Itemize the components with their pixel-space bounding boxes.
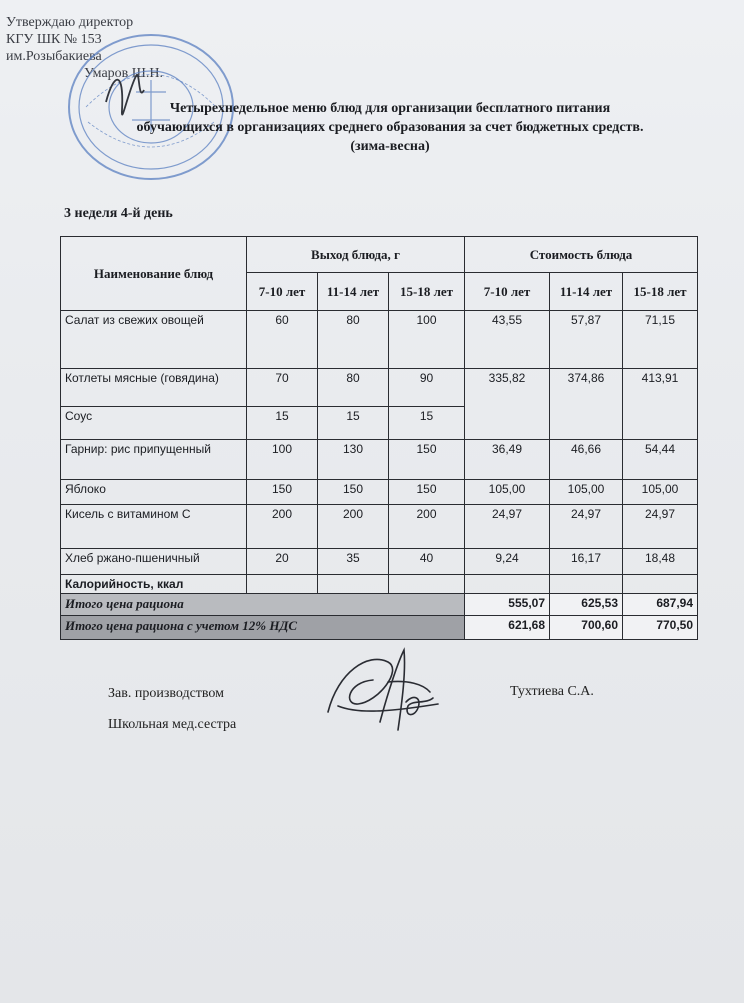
manager-title: Зав. производством xyxy=(108,686,225,701)
cost-7-10: 105,00 xyxy=(465,480,550,505)
age-output-11-14: 11-14 лет xyxy=(318,273,389,311)
output-7-10: 60 xyxy=(247,311,318,369)
calories-15-18 xyxy=(389,575,465,594)
output-11-14: 130 xyxy=(318,440,389,480)
cost-7-10: 9,24 xyxy=(465,549,550,575)
approval-line-2: КГУ ШК № 153 xyxy=(6,32,102,47)
age-cost-7-10: 7-10 лет xyxy=(465,273,550,311)
cost-15-18: 71,15 xyxy=(623,311,698,369)
calories-cost-15-18 xyxy=(623,575,698,594)
week-day-label: 3 неделя 4-й день xyxy=(64,206,173,221)
age-output-15-18: 15-18 лет xyxy=(389,273,465,311)
output-15-18: 200 xyxy=(389,505,465,549)
approval-line-1: Утверждаю директор xyxy=(6,15,134,30)
output-7-10: 200 xyxy=(247,505,318,549)
output-11-14: 80 xyxy=(318,369,389,407)
cost-7-10: 43,55 xyxy=(465,311,550,369)
output-7-10: 20 xyxy=(247,549,318,575)
table-row xyxy=(61,440,698,480)
cost-11-14: 24,97 xyxy=(550,505,623,549)
total-15-18: 687,94 xyxy=(623,594,698,616)
output-11-14: 35 xyxy=(318,549,389,575)
output-7-10: 70 xyxy=(247,369,318,407)
header-dish-name: Наименование блюд xyxy=(61,237,247,311)
age-cost-11-14: 11-14 лет xyxy=(550,273,623,311)
cost-15-18: 24,97 xyxy=(623,505,698,549)
output-7-10: 100 xyxy=(247,440,318,480)
cost-11-14: 105,00 xyxy=(550,480,623,505)
output-15-18: 150 xyxy=(389,480,465,505)
output-11-14: 15 xyxy=(318,407,389,440)
cost-15-18: 105,00 xyxy=(623,480,698,505)
output-15-18: 15 xyxy=(389,407,465,440)
table-row xyxy=(61,311,698,369)
cost-15-18: 413,91 xyxy=(623,369,698,440)
calories-label: Калорийность, ккал xyxy=(61,575,247,594)
output-15-18: 100 xyxy=(389,311,465,369)
total-11-14: 625,53 xyxy=(550,594,623,616)
header-cost: Стоимость блюда xyxy=(465,237,698,273)
dish-name: Хлеб ржано-пшеничный xyxy=(61,549,247,575)
calories-11-14 xyxy=(318,575,389,594)
dish-name: Гарнир: рис припущенный xyxy=(61,440,247,480)
title-line-3: (зима-весна) xyxy=(350,139,430,154)
cost-11-14: 374,86 xyxy=(550,369,623,440)
document-title xyxy=(60,99,720,156)
calories-cost-11-14 xyxy=(550,575,623,594)
cost-11-14: 16,17 xyxy=(550,549,623,575)
age-output-7-10: 7-10 лет xyxy=(247,273,318,311)
dish-name: Салат из свежих овощей xyxy=(61,311,247,369)
approval-director-name: Умаров Ш.Н. xyxy=(84,66,164,81)
table-row xyxy=(61,369,698,407)
total-7-10: 555,07 xyxy=(465,594,550,616)
cost-11-14: 46,66 xyxy=(550,440,623,480)
total-vat-11-14: 700,60 xyxy=(550,616,623,640)
dish-name: Соус xyxy=(61,407,247,440)
age-cost-15-18: 15-18 лет xyxy=(623,273,698,311)
output-7-10: 15 xyxy=(247,407,318,440)
table-header-row xyxy=(61,237,698,273)
header-output: Выход блюда, г xyxy=(247,237,465,273)
cost-7-10: 24,97 xyxy=(465,505,550,549)
output-11-14: 80 xyxy=(318,311,389,369)
calories-row xyxy=(61,575,698,594)
total-label: Итого цена рациона xyxy=(61,594,465,616)
dish-name: Кисель с витамином С xyxy=(61,505,247,549)
title-line-1: Четырехнедельное меню блюд для организации бесплатного питания xyxy=(169,101,611,116)
output-11-14: 200 xyxy=(318,505,389,549)
dish-name: Яблоко xyxy=(61,480,247,505)
output-15-18: 40 xyxy=(389,549,465,575)
nurse-title: Школьная мед.сестра xyxy=(108,717,237,732)
approval-line-3: им.Розыбакиева xyxy=(6,49,102,64)
output-7-10: 150 xyxy=(247,480,318,505)
menu-table xyxy=(60,236,698,640)
total-row xyxy=(61,594,698,616)
signature-icon xyxy=(318,642,448,737)
total-vat-label: Итого цена рациона с учетом 12% НДС xyxy=(61,616,465,640)
cost-15-18: 54,44 xyxy=(623,440,698,480)
title-line-2: обучающихся в организациях среднего образования за счет бюджетных средств. xyxy=(136,120,644,135)
table-row xyxy=(61,505,698,549)
cost-15-18: 18,48 xyxy=(623,549,698,575)
manager-name: Тухтиева С.А. xyxy=(510,684,594,699)
cost-7-10: 335,82 xyxy=(465,369,550,440)
output-15-18: 90 xyxy=(389,369,465,407)
cost-11-14: 57,87 xyxy=(550,311,623,369)
total-vat-7-10: 621,68 xyxy=(465,616,550,640)
dish-name: Котлеты мясные (говядина) xyxy=(61,369,247,407)
calories-cost-7-10 xyxy=(465,575,550,594)
calories-7-10 xyxy=(247,575,318,594)
total-vat-row xyxy=(61,616,698,640)
output-15-18: 150 xyxy=(389,440,465,480)
total-vat-15-18: 770,50 xyxy=(623,616,698,640)
table-row xyxy=(61,480,698,505)
table-row xyxy=(61,549,698,575)
output-11-14: 150 xyxy=(318,480,389,505)
cost-7-10: 36,49 xyxy=(465,440,550,480)
